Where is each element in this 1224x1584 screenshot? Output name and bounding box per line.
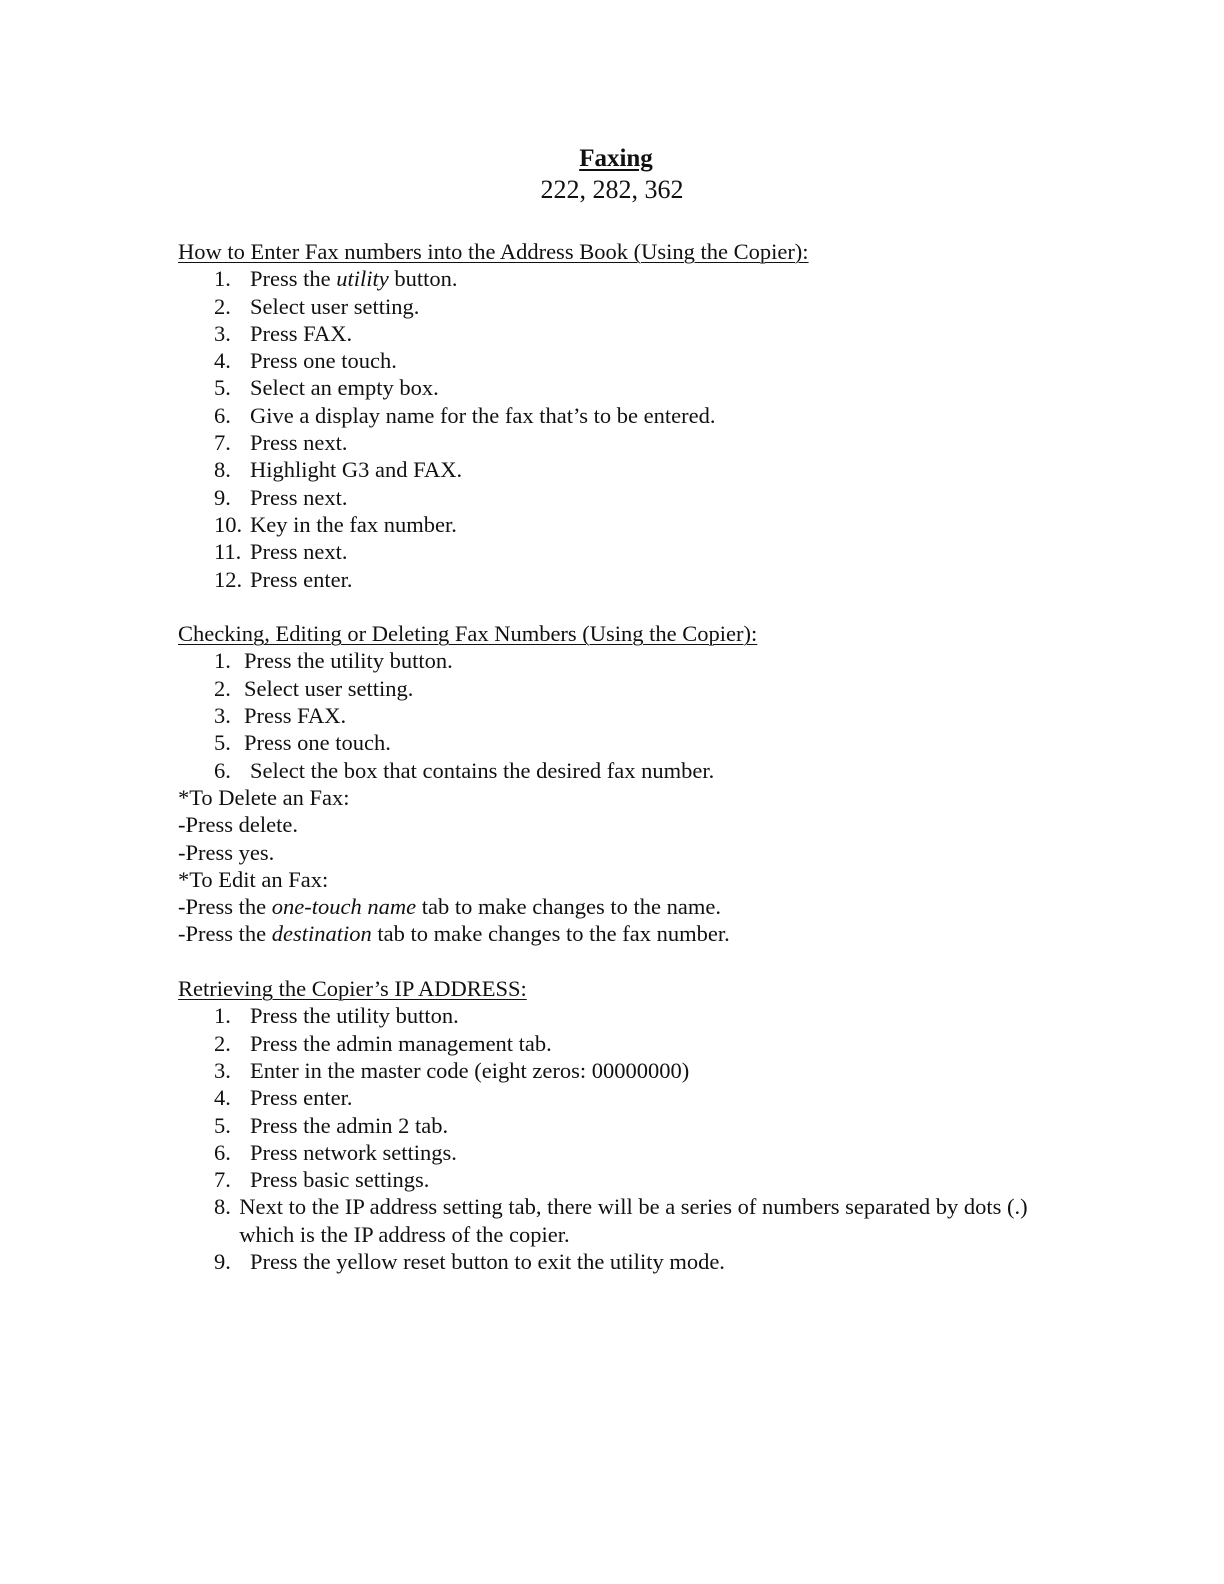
list-item bbox=[178, 1057, 1028, 1084]
delete-step: -Press yes. bbox=[178, 839, 275, 865]
list-item bbox=[178, 347, 1028, 374]
step-number: 4. bbox=[214, 1085, 231, 1111]
step-text: Press FAX. bbox=[244, 703, 347, 729]
list-item bbox=[178, 1002, 1028, 1029]
list-item bbox=[178, 1248, 1028, 1275]
list-item bbox=[178, 320, 1028, 347]
list-item bbox=[178, 402, 1028, 429]
section-heading-ip-address: Retrieving the Copier’s IP ADDRESS: bbox=[178, 976, 527, 1002]
list-item bbox=[178, 1166, 1028, 1193]
step-number: 3. bbox=[214, 320, 231, 346]
list-item bbox=[178, 1193, 1028, 1248]
step-text: Key in the fax number. bbox=[250, 511, 457, 537]
step-number: 5. bbox=[214, 375, 231, 401]
step-number: 12. bbox=[214, 566, 243, 592]
list-item bbox=[178, 1139, 1028, 1166]
step-text: Press next. bbox=[250, 430, 348, 456]
delete-fax-heading: *To Delete an Fax: bbox=[178, 784, 350, 810]
list-item bbox=[178, 1112, 1028, 1139]
list-item bbox=[178, 374, 1028, 401]
step-text: Press enter. bbox=[250, 566, 353, 592]
step-text: Enter in the master code (eight zeros: 00000000) bbox=[250, 1057, 690, 1083]
edit-fax-heading: *To Edit an Fax: bbox=[178, 866, 329, 892]
step-text: Press the utility button. bbox=[250, 1003, 459, 1029]
step-text: Highlight G3 and FAX. bbox=[250, 457, 463, 483]
step-text: Next to the IP address setting tab, there will be a series of numbers separated by dots (.) which is the IP address of the copier. bbox=[239, 1194, 1028, 1247]
step-text: Select an empty box. bbox=[250, 375, 439, 401]
step-text: Press the admin 2 tab. bbox=[250, 1112, 449, 1138]
step-number: 4. bbox=[214, 348, 231, 374]
step-text: Press the yellow reset button to exit the utility mode. bbox=[250, 1248, 725, 1274]
delete-step: -Press delete. bbox=[178, 812, 298, 838]
step-text: Press one touch. bbox=[244, 730, 391, 756]
list-item bbox=[178, 484, 1028, 511]
step-text: Press one touch. bbox=[250, 348, 397, 374]
step-text: Select the box that contains the desired fax number. bbox=[250, 757, 715, 783]
section-heading-enter-fax: How to Enter Fax numbers into the Address Book (Using the Copier): bbox=[178, 239, 809, 264]
step-number: 7. bbox=[214, 430, 231, 456]
step-number: 6. bbox=[214, 402, 231, 428]
step-number: 7. bbox=[214, 1167, 231, 1193]
page-title: Faxing bbox=[579, 145, 653, 172]
list-item bbox=[178, 511, 1028, 538]
step-text: Select user setting. bbox=[244, 675, 414, 701]
page-subtitle: 222, 282, 362 bbox=[540, 175, 684, 204]
step-text: Give a display name for the fax that’s to be entered. bbox=[250, 402, 716, 428]
step-number: 2. bbox=[214, 1030, 231, 1056]
step-number: 2. bbox=[214, 293, 231, 319]
list-item bbox=[178, 265, 1028, 292]
steps-list-ip-address bbox=[178, 1002, 1028, 1275]
steps-list-enter-fax bbox=[178, 265, 1028, 593]
list-item bbox=[178, 456, 1028, 483]
list-item bbox=[178, 675, 1028, 702]
step-number: 2. bbox=[214, 675, 231, 701]
step-number: 1. bbox=[214, 266, 231, 292]
step-number: 11. bbox=[214, 539, 242, 565]
list-item bbox=[178, 729, 1028, 756]
step-text: Select user setting. bbox=[250, 293, 420, 319]
step-text: Press FAX. bbox=[250, 320, 353, 346]
edit-step-name: -Press the one-touch name tab to make changes to the name. bbox=[178, 894, 721, 920]
step-number: 9. bbox=[214, 484, 231, 510]
edit-step-destination: -Press the destination tab to make changes to the fax number. bbox=[178, 921, 730, 947]
step-number: 5. bbox=[214, 730, 231, 756]
list-item bbox=[178, 538, 1028, 565]
list-item bbox=[178, 293, 1028, 320]
step-number: 1. bbox=[214, 1003, 231, 1029]
step-number: 3. bbox=[214, 1057, 231, 1083]
list-item bbox=[178, 566, 1028, 593]
step-text: Press network settings. bbox=[250, 1139, 457, 1165]
section-heading-check-edit-delete: Checking, Editing or Deleting Fax Numbers (Using the Copier): bbox=[178, 621, 758, 647]
step-number: 5. bbox=[214, 1112, 231, 1138]
step-number: 6. bbox=[214, 1139, 231, 1165]
step-number: 3. bbox=[214, 703, 231, 729]
step-text: Press next. bbox=[250, 539, 348, 565]
step-number: 10. bbox=[214, 511, 243, 537]
step-number: 6. bbox=[214, 757, 231, 783]
steps-list-check-edit-delete bbox=[178, 647, 1028, 783]
step-number: 1. bbox=[214, 648, 231, 674]
list-item bbox=[178, 1030, 1028, 1057]
step-text: Press basic settings. bbox=[250, 1167, 430, 1193]
step-number: 9. bbox=[214, 1248, 231, 1274]
step-text: Press the utility button. bbox=[244, 648, 453, 674]
step-text: Press next. bbox=[250, 484, 348, 510]
list-item bbox=[178, 429, 1028, 456]
list-item bbox=[178, 647, 1028, 674]
step-number: 8. bbox=[214, 457, 231, 483]
list-item bbox=[178, 757, 1028, 784]
document-body bbox=[178, 238, 1028, 1275]
step-number: 8. bbox=[214, 1194, 231, 1220]
step-text: Press the admin management tab. bbox=[250, 1030, 552, 1056]
list-item bbox=[178, 1084, 1028, 1111]
step-text: Press the utility button. bbox=[250, 266, 458, 292]
list-item bbox=[178, 702, 1028, 729]
step-text: Press enter. bbox=[250, 1085, 353, 1111]
